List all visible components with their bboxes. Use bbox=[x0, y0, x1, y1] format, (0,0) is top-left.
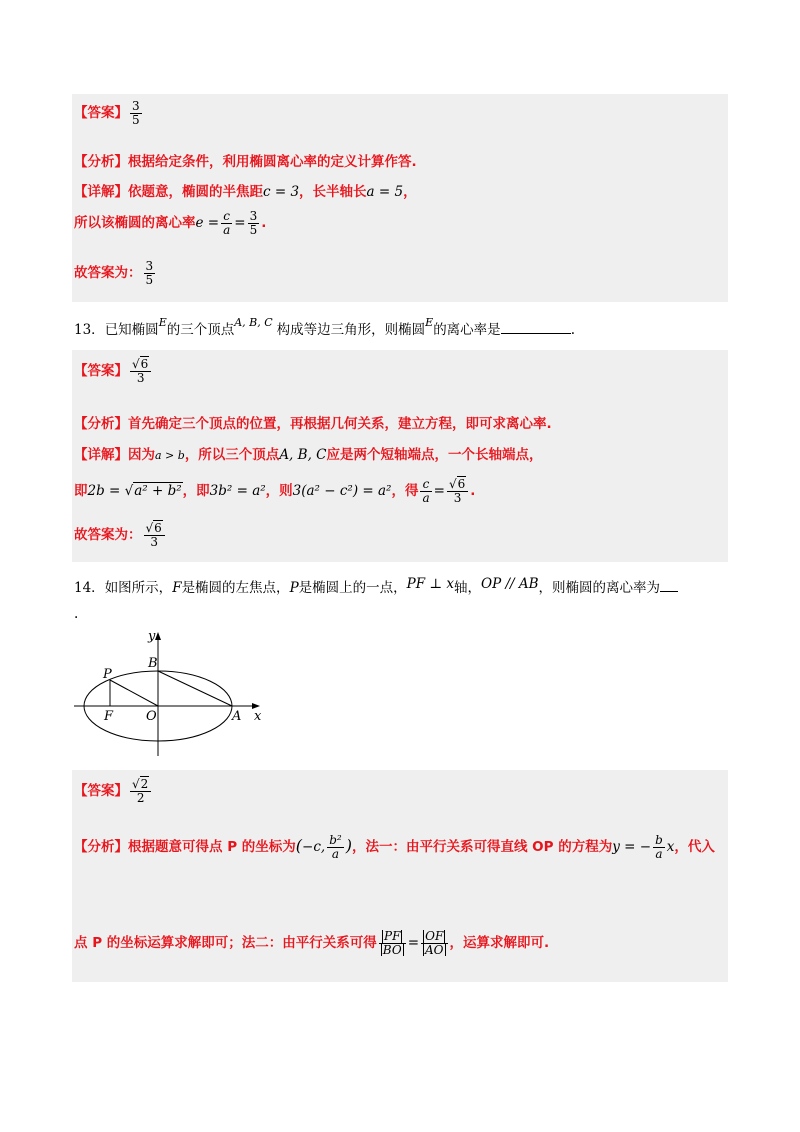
analysis-math: y = − bbox=[612, 839, 652, 856]
question-number: 14． bbox=[74, 580, 105, 596]
question-text: 轴， bbox=[454, 580, 481, 596]
analysis-text: 根据题意可得点 P 的坐标为 bbox=[128, 839, 296, 856]
analysis-math: x bbox=[666, 839, 675, 856]
detail-math: a = 5 bbox=[366, 184, 404, 200]
detail-text: ， bbox=[403, 184, 417, 200]
so-fraction-2: $\frac{3}{5}$ bbox=[249, 209, 258, 237]
final-text: 故答案为： bbox=[74, 527, 142, 544]
ellipse-figure bbox=[70, 628, 270, 758]
derivation-sqrt: √a² + b² bbox=[124, 483, 182, 500]
derivation-text: ，得 bbox=[391, 483, 419, 500]
so-eq: = bbox=[234, 215, 246, 232]
question-math: P bbox=[289, 580, 299, 596]
so-row-1 bbox=[74, 210, 266, 236]
question-text: 的离心率是 bbox=[433, 322, 501, 338]
question-text: ，则椭圆的离心率为 bbox=[538, 580, 661, 596]
analysis-text: ，运算求解即可. bbox=[449, 935, 550, 952]
label-o: O bbox=[146, 709, 157, 724]
so-end: . bbox=[261, 215, 267, 232]
derivation-row-2 bbox=[74, 478, 475, 504]
final-row-1 bbox=[74, 260, 157, 286]
final-text: 故答案为： bbox=[74, 265, 142, 282]
derivation-math: 2b = bbox=[87, 483, 125, 500]
so-math: e = bbox=[195, 215, 220, 232]
question-text: 是椭圆上的一点， bbox=[298, 580, 407, 596]
answer-row-1 bbox=[74, 100, 144, 126]
detail-text: ，长半轴长 bbox=[299, 184, 367, 200]
label-y: y bbox=[148, 629, 156, 644]
answer-label: 【答案】 bbox=[74, 363, 128, 380]
label-a: A bbox=[232, 709, 242, 724]
final-fraction: $\frac{3}{5}$ bbox=[145, 259, 154, 287]
point-p-coordinates: ( bbox=[295, 836, 303, 856]
detail-text: ，所以三个顶点 bbox=[184, 447, 280, 463]
segment-ab bbox=[158, 671, 232, 706]
detail-label: 【详解】 bbox=[74, 184, 128, 200]
derivation-text: 即 bbox=[74, 483, 88, 500]
label-x: x bbox=[254, 709, 262, 724]
answer-fraction: $\frac{√2}{2}$ bbox=[130, 778, 151, 804]
answer-blank bbox=[501, 321, 571, 334]
detail-text: 因为 bbox=[128, 447, 155, 463]
final-row-2 bbox=[74, 522, 167, 548]
question-end: . bbox=[570, 322, 575, 338]
detail-math: c = 3 bbox=[263, 184, 300, 200]
answer-fraction: $\frac{3}{5}$ bbox=[132, 99, 140, 127]
question-math: A, B, C bbox=[234, 316, 273, 329]
so-fraction-1: $\frac{c}{a}$ bbox=[223, 209, 231, 237]
label-p: P bbox=[103, 667, 112, 682]
analysis-row-3 bbox=[74, 834, 715, 860]
derivation-fraction-2: $\frac{√6}{3}$ bbox=[447, 478, 468, 504]
detail-label: 【详解】 bbox=[74, 447, 128, 463]
derivation-fraction-1: $\frac{c}{a}$ bbox=[422, 477, 430, 505]
derivation-math: 3(a² − c²) = a² bbox=[292, 483, 392, 500]
derivation-eq: = bbox=[433, 483, 445, 500]
ratio-fraction-2: $\frac{OF}{AO}$ bbox=[421, 930, 448, 956]
answer-fraction: $\frac{√6}{3}$ bbox=[130, 358, 151, 384]
analysis-fraction-2: $\frac{b}{a}$ bbox=[655, 833, 663, 861]
analysis-label: 【分析】 bbox=[74, 154, 128, 170]
analysis-fraction-1: $\frac{\text{b²}}{a}$ bbox=[329, 833, 342, 861]
y-axis-arrow bbox=[155, 632, 161, 640]
detail-text: 依题意，椭圆的半焦距 bbox=[128, 184, 263, 200]
analysis-text: ，法一：由平行关系可得直线 OP 的方程为 bbox=[351, 839, 613, 856]
detail-math: A, B, C bbox=[279, 447, 327, 463]
answer-row-3 bbox=[74, 778, 153, 804]
question-number: 13． bbox=[74, 322, 105, 338]
derivation-math: 3b² = a² bbox=[209, 483, 266, 500]
question-14-end: . bbox=[74, 606, 79, 622]
analysis-row-3b bbox=[74, 930, 549, 956]
question-text: 如图所示， bbox=[104, 580, 173, 596]
detail-row-1 bbox=[74, 180, 417, 200]
answer-label: 【答案】 bbox=[74, 783, 128, 800]
ratio-fraction-1: $\frac{PF}{BO}$ bbox=[379, 930, 406, 956]
label-b: B bbox=[148, 656, 158, 671]
answer-blank bbox=[660, 579, 678, 592]
detail-row-2 bbox=[74, 443, 542, 463]
question-text: 的三个顶点 bbox=[166, 322, 235, 338]
point-p-close-paren: ) bbox=[345, 836, 352, 856]
final-fraction: $\frac{√6}{3}$ bbox=[144, 522, 165, 548]
derivation-text: ，则 bbox=[265, 483, 293, 500]
answer-label: 【答案】 bbox=[74, 105, 128, 122]
question-14 bbox=[74, 576, 678, 596]
label-f: F bbox=[104, 709, 114, 724]
analysis-text: 首先确定三个顶点的位置，再根据几何关系，建立方程，即可求离心率. bbox=[128, 416, 552, 432]
analysis-row-2 bbox=[74, 412, 552, 432]
derivation-text: ，即 bbox=[182, 483, 210, 500]
question-13 bbox=[74, 318, 575, 338]
question-text: 构成等边三角形，则椭圆 bbox=[276, 322, 426, 338]
so-text: 所以该椭圆的离心率 bbox=[74, 215, 196, 232]
analysis-row-1 bbox=[74, 150, 417, 170]
question-math: E bbox=[425, 316, 434, 329]
analysis-text: 点 P 的坐标运算求解即可；法二：由平行关系可得 bbox=[74, 935, 377, 952]
question-math: OP // AB bbox=[481, 576, 539, 592]
segment-op bbox=[110, 680, 158, 706]
ratio-eq: = bbox=[407, 935, 419, 952]
question-text: 已知椭圆 bbox=[104, 322, 159, 338]
analysis-math: −c, bbox=[302, 839, 326, 856]
analysis-label: 【分析】 bbox=[74, 839, 128, 856]
question-math: E bbox=[158, 316, 167, 329]
analysis-text: 根据给定条件，利用椭圆离心率的定义计算作答. bbox=[128, 154, 417, 170]
question-math: PF ⊥ x bbox=[406, 576, 454, 592]
answer-row-2 bbox=[74, 358, 153, 384]
analysis-text: ，代入 bbox=[674, 839, 715, 856]
detail-text: 应是两个短轴端点，一个长轴端点， bbox=[326, 447, 543, 463]
question-text: 是椭圆的左焦点， bbox=[181, 580, 290, 596]
question-math: F bbox=[172, 580, 182, 596]
detail-math: a > b bbox=[155, 449, 185, 462]
derivation-end: . bbox=[470, 483, 476, 500]
analysis-label: 【分析】 bbox=[74, 416, 128, 432]
